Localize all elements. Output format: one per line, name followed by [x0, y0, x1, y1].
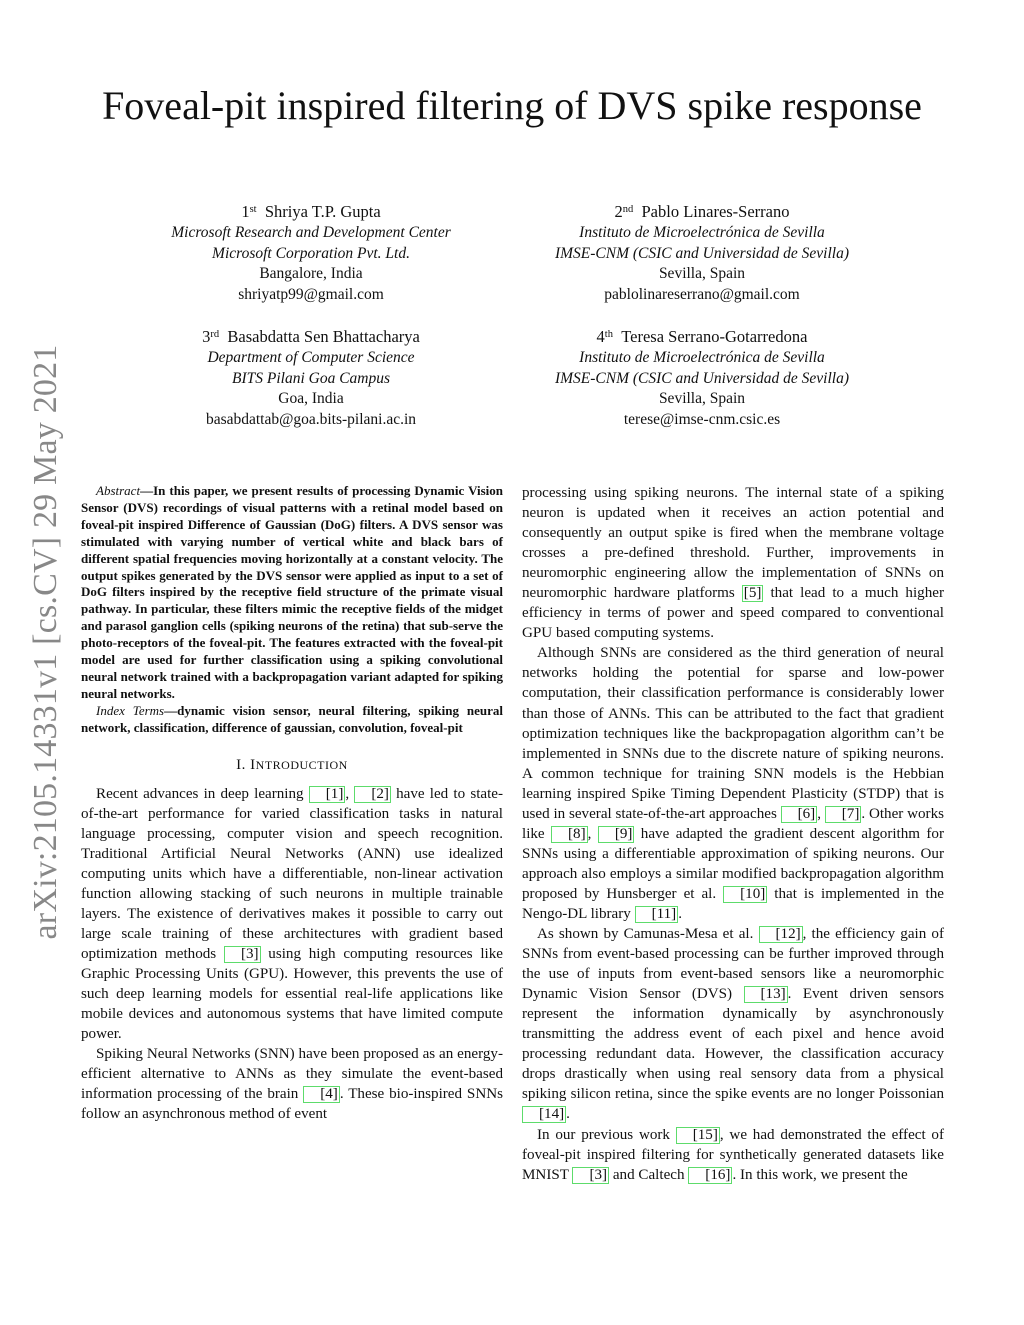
citation-link[interactable]: [13] [744, 986, 788, 1003]
author-block-2 [522, 202, 882, 306]
left-column [81, 483, 503, 1124]
author-location: Bangalore, India [259, 265, 363, 283]
citation-link[interactable]: [1] [309, 786, 346, 803]
author-name: 3rd Basabdatta Sen Bhattacharya [202, 327, 420, 346]
author-email[interactable]: pablolinareserrano@gmail.com [604, 286, 800, 304]
author-affiliation: IMSE-CNM (CSIC and Universidad de Sevilla) [554, 369, 849, 387]
paragraph: Although SNNs are considered as the third generation of neural networks holding the potential for sparse and low-power computation, their classification performance is considerably lower than those of ANNs. This can be attributed to the fact that gradient optimization techniques like the backpropagation algorithm can’t be implemented in SNNs due to the discrete nature of spiking neurons. A common technique for training SNN models is the Hebbian learning inspired Spike Timing Dependent Plasticity (STDP) that is used in several state-of-the-art approaches [6] , [7] . Other works like [8] , [9] have adapted the gradient descent algorithm for SNNs using a differentiable approximation of spiking neurons. Our approach also employs a similar modified backpropagation algorithm proposed by Hunsberger et al. [10] that is implemented in the Nengo-DL library [11] . [522, 645, 945, 922]
author-affiliation: Microsoft Research and Development Center [171, 223, 451, 241]
author-affiliation: Department of Computer Science [207, 348, 415, 366]
paragraph: As shown by Camunas-Mesa et al. [12] , the efficiency gain of SNNs from event-based processing can be further improved through the use of inputs from event-based sensors like a neuromorphic Dynamic Vision Sensor (DVS) [13] . Event driven sensors represent the information dynamically by asynchronously transmitting the address event of each pixel and hence avoid processing redundant data. However, the classification accuracy drops drastically when using real sensory data from a physical spiking silicon retina, since the spike events are no longer Poissonian [14] . [522, 926, 944, 1123]
abstract: Abstract—In this paper, we present results of processing Dynamic Vision Sensor (DVS) recordings of visual patterns with a retinal model based on foveal-pit inspired Difference of Gaussian (DoG) filters. A DVS sensor was stimulated with varying number of vertical white and black bars of different spatial frequencies moving horizontally at a constant velocity. The output spikes generated by the DVS sensor were applied as input to a set of DoG filters inspired by the receptive field structure of the primate visual pathway. In particular, these filters mimic the receptive fields of the midget and parasol ganglion cells (spiking neurons of the retina) that sub-serve the photo-receptors of the foveal-pit. The features extracted with the foveal-pit model are used for further classification using a spiking convolutional neural network trained with a backpropagation variant adapted for spiking neural networks. [81, 483, 503, 701]
author-email[interactable]: terese@imse-cnm.csic.es [623, 411, 781, 429]
author-affiliation: Microsoft Corporation Pvt. Ltd. [212, 244, 410, 262]
author-name: 2nd Pablo Linares-Serrano [614, 202, 790, 221]
author-email[interactable]: shriyatp99@gmail.com [238, 286, 384, 304]
citation-link[interactable]: [3] [224, 946, 261, 963]
paragraph: Recent advances in deep learning [1] , [2] have led to state-of-the-art performance for varied classification tasks in natural language processing, computer vision and speech recognition. Traditional Artificial Neural Networks (ANN) use idealized computing units which have a differentiable, non-linear activation function allowing stacking of such neurons in multiple trainable layers. The existence of derivatives makes it possible to carry out large scale training of these architectures with gradient based optimization methods [3] using high computing resources like Graphic Processing Units (GPU). However, this prevents the use of such deep learning models for essential real-life applications like mobile devices and autonomous systems that have limited compute power. [81, 785, 504, 1043]
author-affiliation: IMSE-CNM (CSIC and Universidad de Sevilla) [554, 244, 849, 262]
author-location: Goa, India [278, 390, 344, 408]
citation-link[interactable]: [10] [723, 886, 767, 903]
paragraph: Spiking Neural Networks (SNN) have been proposed as an energy-efficient alternative to ANNs as they simulate the event-based information processing of the brain [4] . These bio-inspired SNNs follow an asynchronous method of event [81, 1046, 503, 1123]
citation-link[interactable]: [8] [551, 826, 588, 843]
author-location: Sevilla, Spain [658, 390, 746, 408]
citation-link[interactable]: [7] [825, 806, 862, 823]
citation-link[interactable]: [14] [522, 1106, 566, 1123]
citation-link[interactable]: [9] [598, 826, 635, 843]
citation-link[interactable]: [3] [572, 1167, 609, 1184]
author-email[interactable]: basabdattab@goa.bits-pilani.ac.in [205, 411, 417, 429]
citation-link[interactable]: [15] [676, 1127, 720, 1144]
citation-link[interactable]: [5] [743, 585, 762, 602]
right-column [522, 483, 944, 1185]
index-terms: Index Terms—dynamic vision sensor, neural filtering, spiking neural network, classification, difference of gaussian, convolution, foveal-pit [81, 702, 503, 735]
author-location: Sevilla, Spain [658, 265, 746, 283]
citation-link[interactable]: [6] [781, 806, 818, 823]
section-heading-introduction: I. INTRODUCTION [236, 756, 348, 773]
author-name: 1st Shriya T.P. Gupta [241, 202, 381, 221]
author-name: 4th Teresa Serrano-Gotarredona [596, 327, 808, 346]
citation-link[interactable]: [11] [635, 906, 679, 923]
citation-link[interactable]: [16] [688, 1167, 732, 1184]
paper-title: Foveal-pit inspired filtering of DVS spike response [102, 83, 922, 128]
citation-link[interactable]: [4] [303, 1086, 340, 1103]
author-affiliation: Instituto de Microelectrónica de Sevilla [579, 223, 825, 241]
author-block-3 [131, 327, 491, 431]
author-block-4 [522, 327, 882, 431]
author-block-1 [131, 202, 491, 306]
arxiv-side-identifier [16, 292, 76, 992]
paragraph: In our previous work [15] , we had demonstrated the effect of foveal-pit inspired filtering for synthetically generated datasets like MNIST [3] and Caltech [16] . In this work, we present the [522, 1126, 944, 1183]
citation-link[interactable]: [12] [759, 926, 803, 943]
author-affiliation: BITS Pilani Goa Campus [231, 369, 391, 387]
arxiv-id-text: arXiv:2105.14331v1 [cs.CV] 29 May 2021 [27, 344, 64, 940]
author-affiliation: Instituto de Microelectrónica de Sevilla [579, 348, 825, 366]
citation-link[interactable]: [2] [354, 786, 391, 803]
paragraph: processing using spiking neurons. The internal state of a spiking neuron is updated when it receives an action potential and consequently an output spike is fired when the membrane voltage crosses a pre-defined threshold. Further, improvements in neuromorphic engineering allow the implementation of SNNs on neuromorphic hardware platforms [5] that lead to a much higher efficiency in terms of power and speed compared to conventional GPU based computing systems. [522, 485, 944, 642]
